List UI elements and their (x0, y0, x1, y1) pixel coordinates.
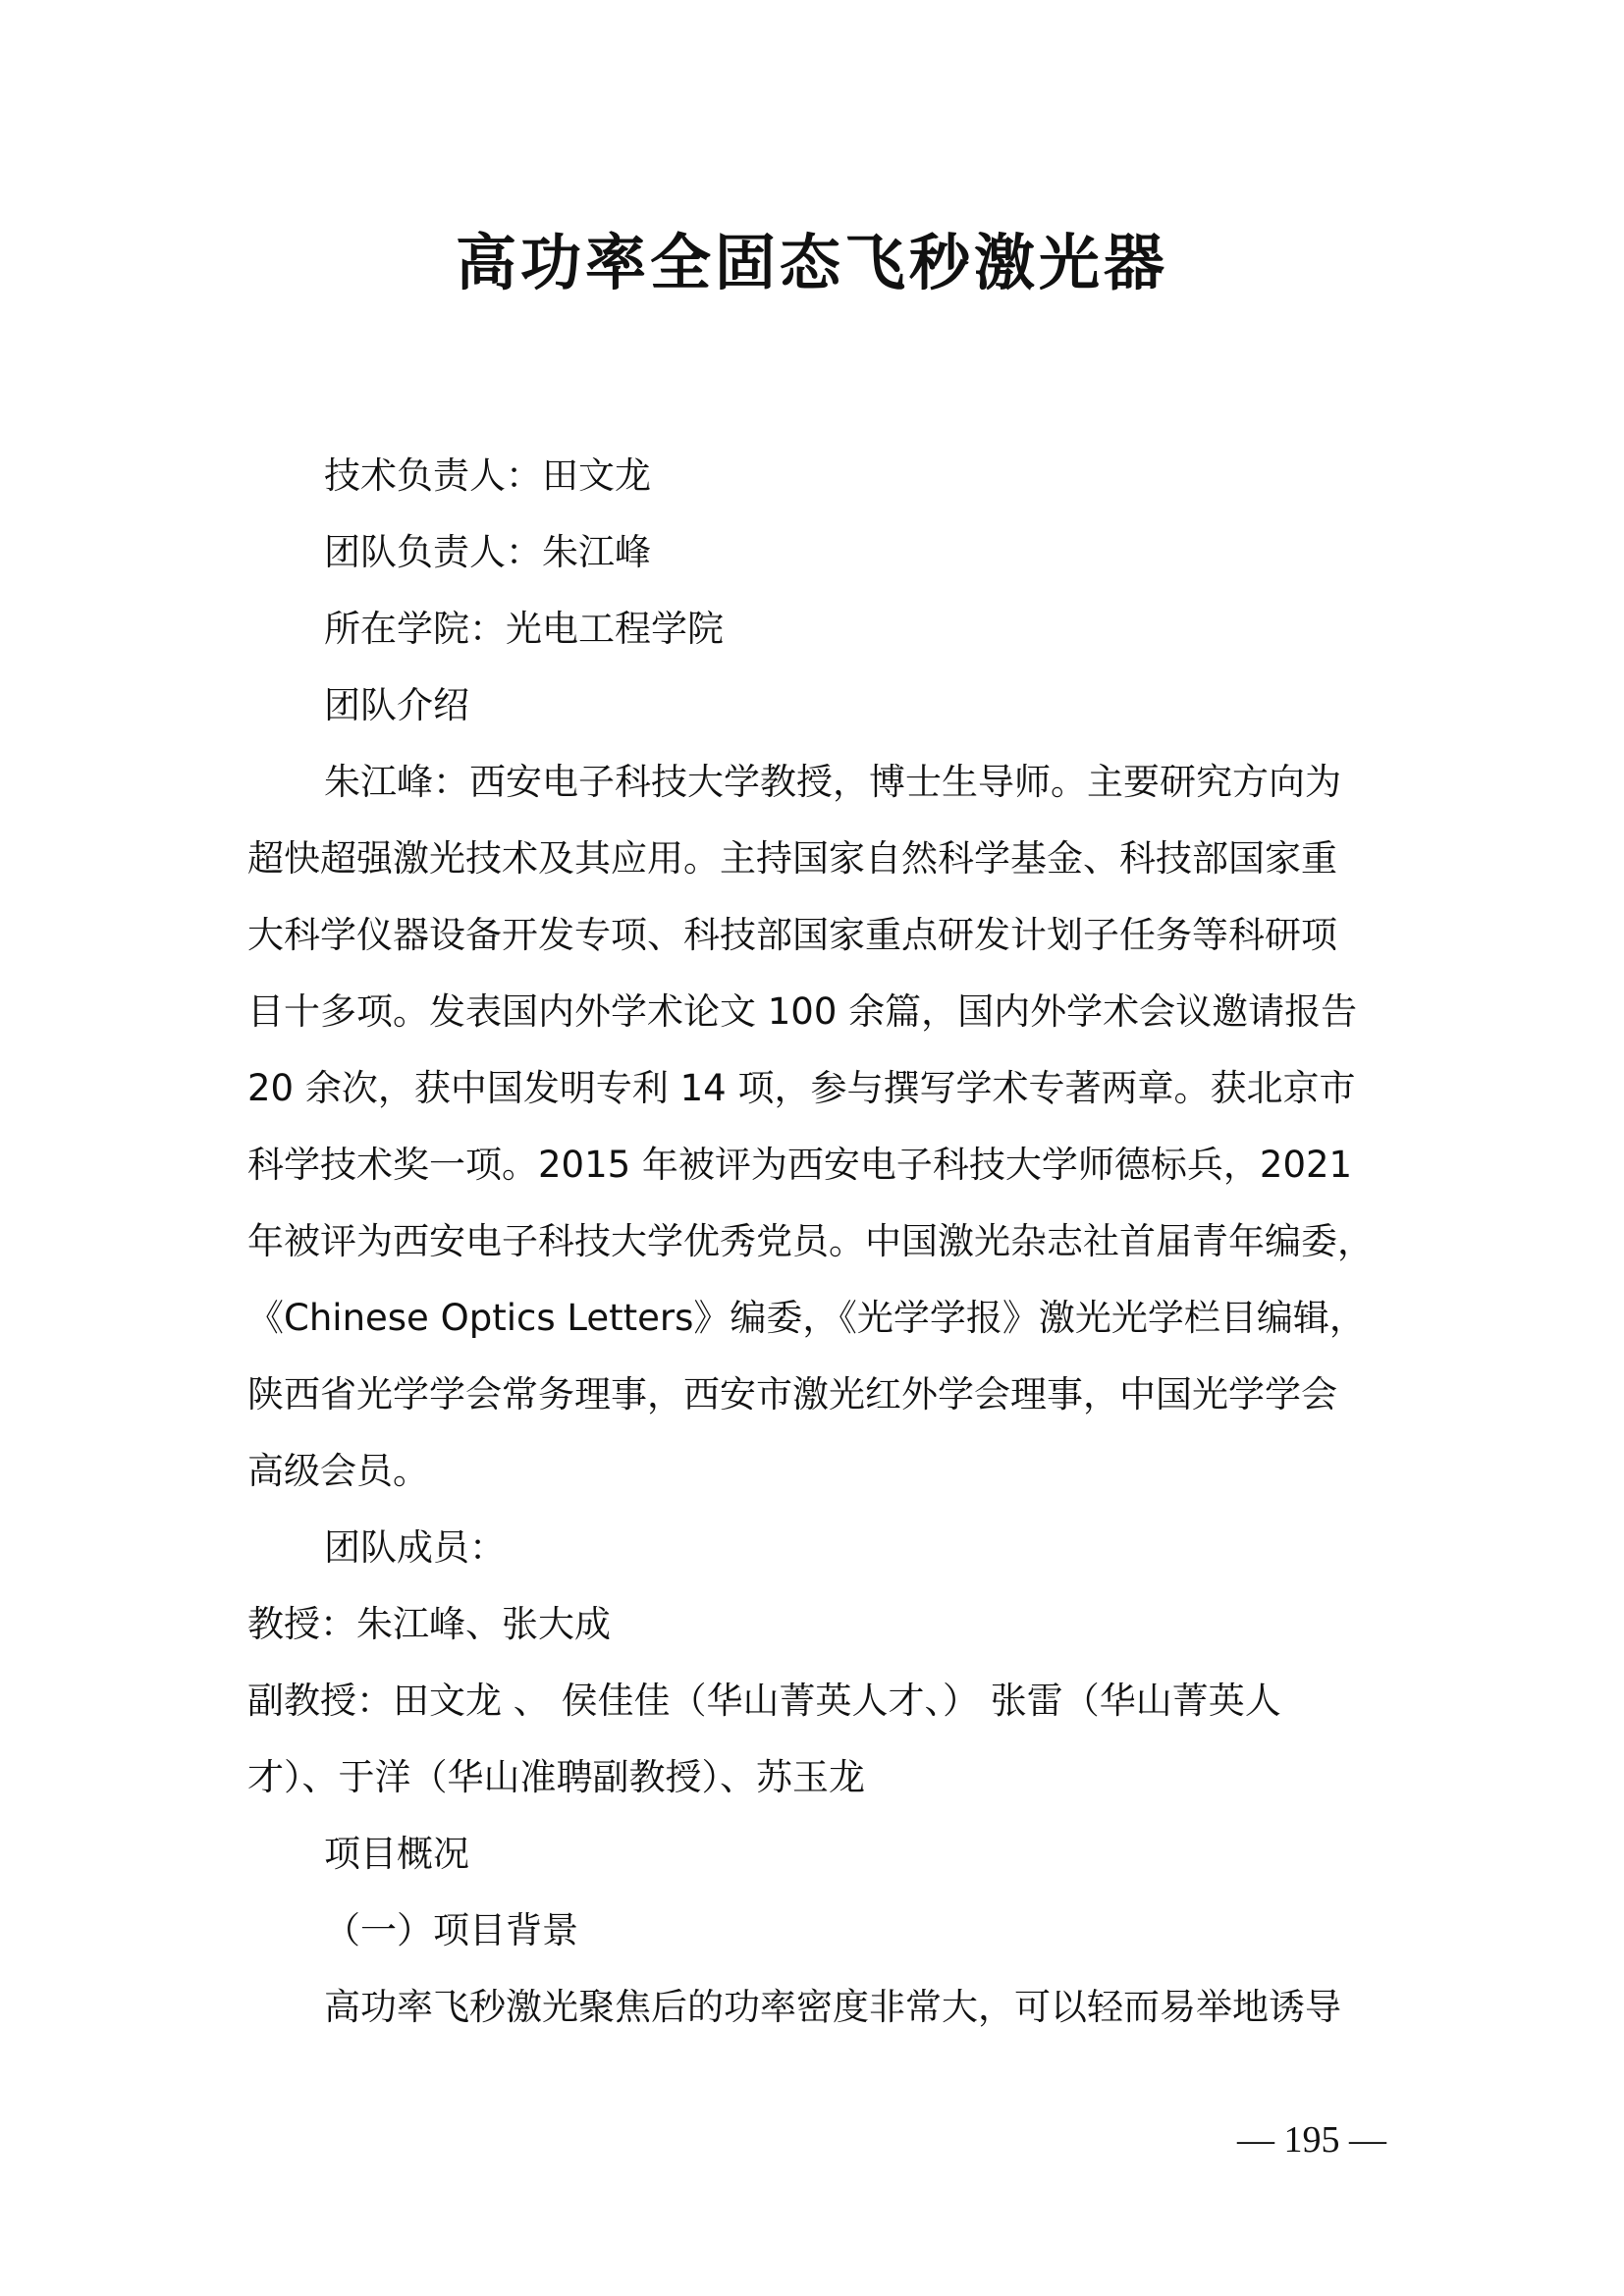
paragraph-line: 年被评为西安电子科技大学优秀党员。中国激光杂志社首届青年编委， (247, 1220, 1374, 1262)
paragraph-line: 20 余次，获中国发明专利 14 项，参与撰写学术专著两章。获北京市 (247, 1067, 1356, 1109)
tech-lead-line: 技术负责人：田文龙 (324, 454, 651, 497)
associate-professors-line: 才）、于洋（华山准聘副教授）、苏玉龙 (247, 1756, 865, 1798)
professors-line: 教授：朱江峰、张大成 (247, 1603, 611, 1645)
paragraph-line: 高级会员。 (247, 1450, 429, 1492)
project-background-text: 高功率飞秒激光聚焦后的功率密度非常大，可以轻而易举地诱导 (324, 1986, 1341, 2028)
college-line: 所在学院：光电工程学院 (324, 608, 724, 650)
paragraph-line: 科学技术奖一项。2015 年被评为西安电子科技大学师德标兵，2021 (247, 1144, 1353, 1186)
paragraph-line: 大科学仪器设备开发专项、科技部国家重点研发计划子任务等科研项 (247, 914, 1337, 956)
team-members-heading: 团队成员： (324, 1526, 506, 1569)
paragraph-line: 《Chinese Optics Letters》编委，《光学学报》激光光学栏目编辑， (247, 1297, 1366, 1339)
project-background-heading: （一）项目背景 (324, 1909, 578, 1951)
paragraph-line: 陕西省光学学会常务理事，西安市激光红外学会理事，中国光学学会 (247, 1373, 1337, 1415)
team-intro-heading: 团队介绍 (324, 684, 469, 726)
page-number: — 195 — (1237, 2119, 1386, 2161)
team-lead-line: 团队负责人：朱江峰 (324, 531, 651, 573)
project-overview-heading: 项目概况 (324, 1833, 469, 1875)
document-body (247, 438, 1386, 2046)
associate-professors-line: 副教授：田文龙 、 侯佳佳（华山菁英人才、） 张雷（华山菁英人 (247, 1680, 1281, 1722)
paragraph-line: 超快超强激光技术及其应用。主持国家自然科学基金、科技部国家重 (247, 837, 1337, 880)
document-title: 高功率全固态飞秒激光器 (455, 227, 1168, 298)
paragraph-line: 朱江峰：西安电子科技大学教授，博士生导师。主要研究方向为 (324, 761, 1341, 803)
team-intro-paragraph (247, 744, 1386, 1510)
paragraph-line: 目十多项。发表国内外学术论文 100 余篇，国内外学术会议邀请报告 (247, 990, 1358, 1033)
